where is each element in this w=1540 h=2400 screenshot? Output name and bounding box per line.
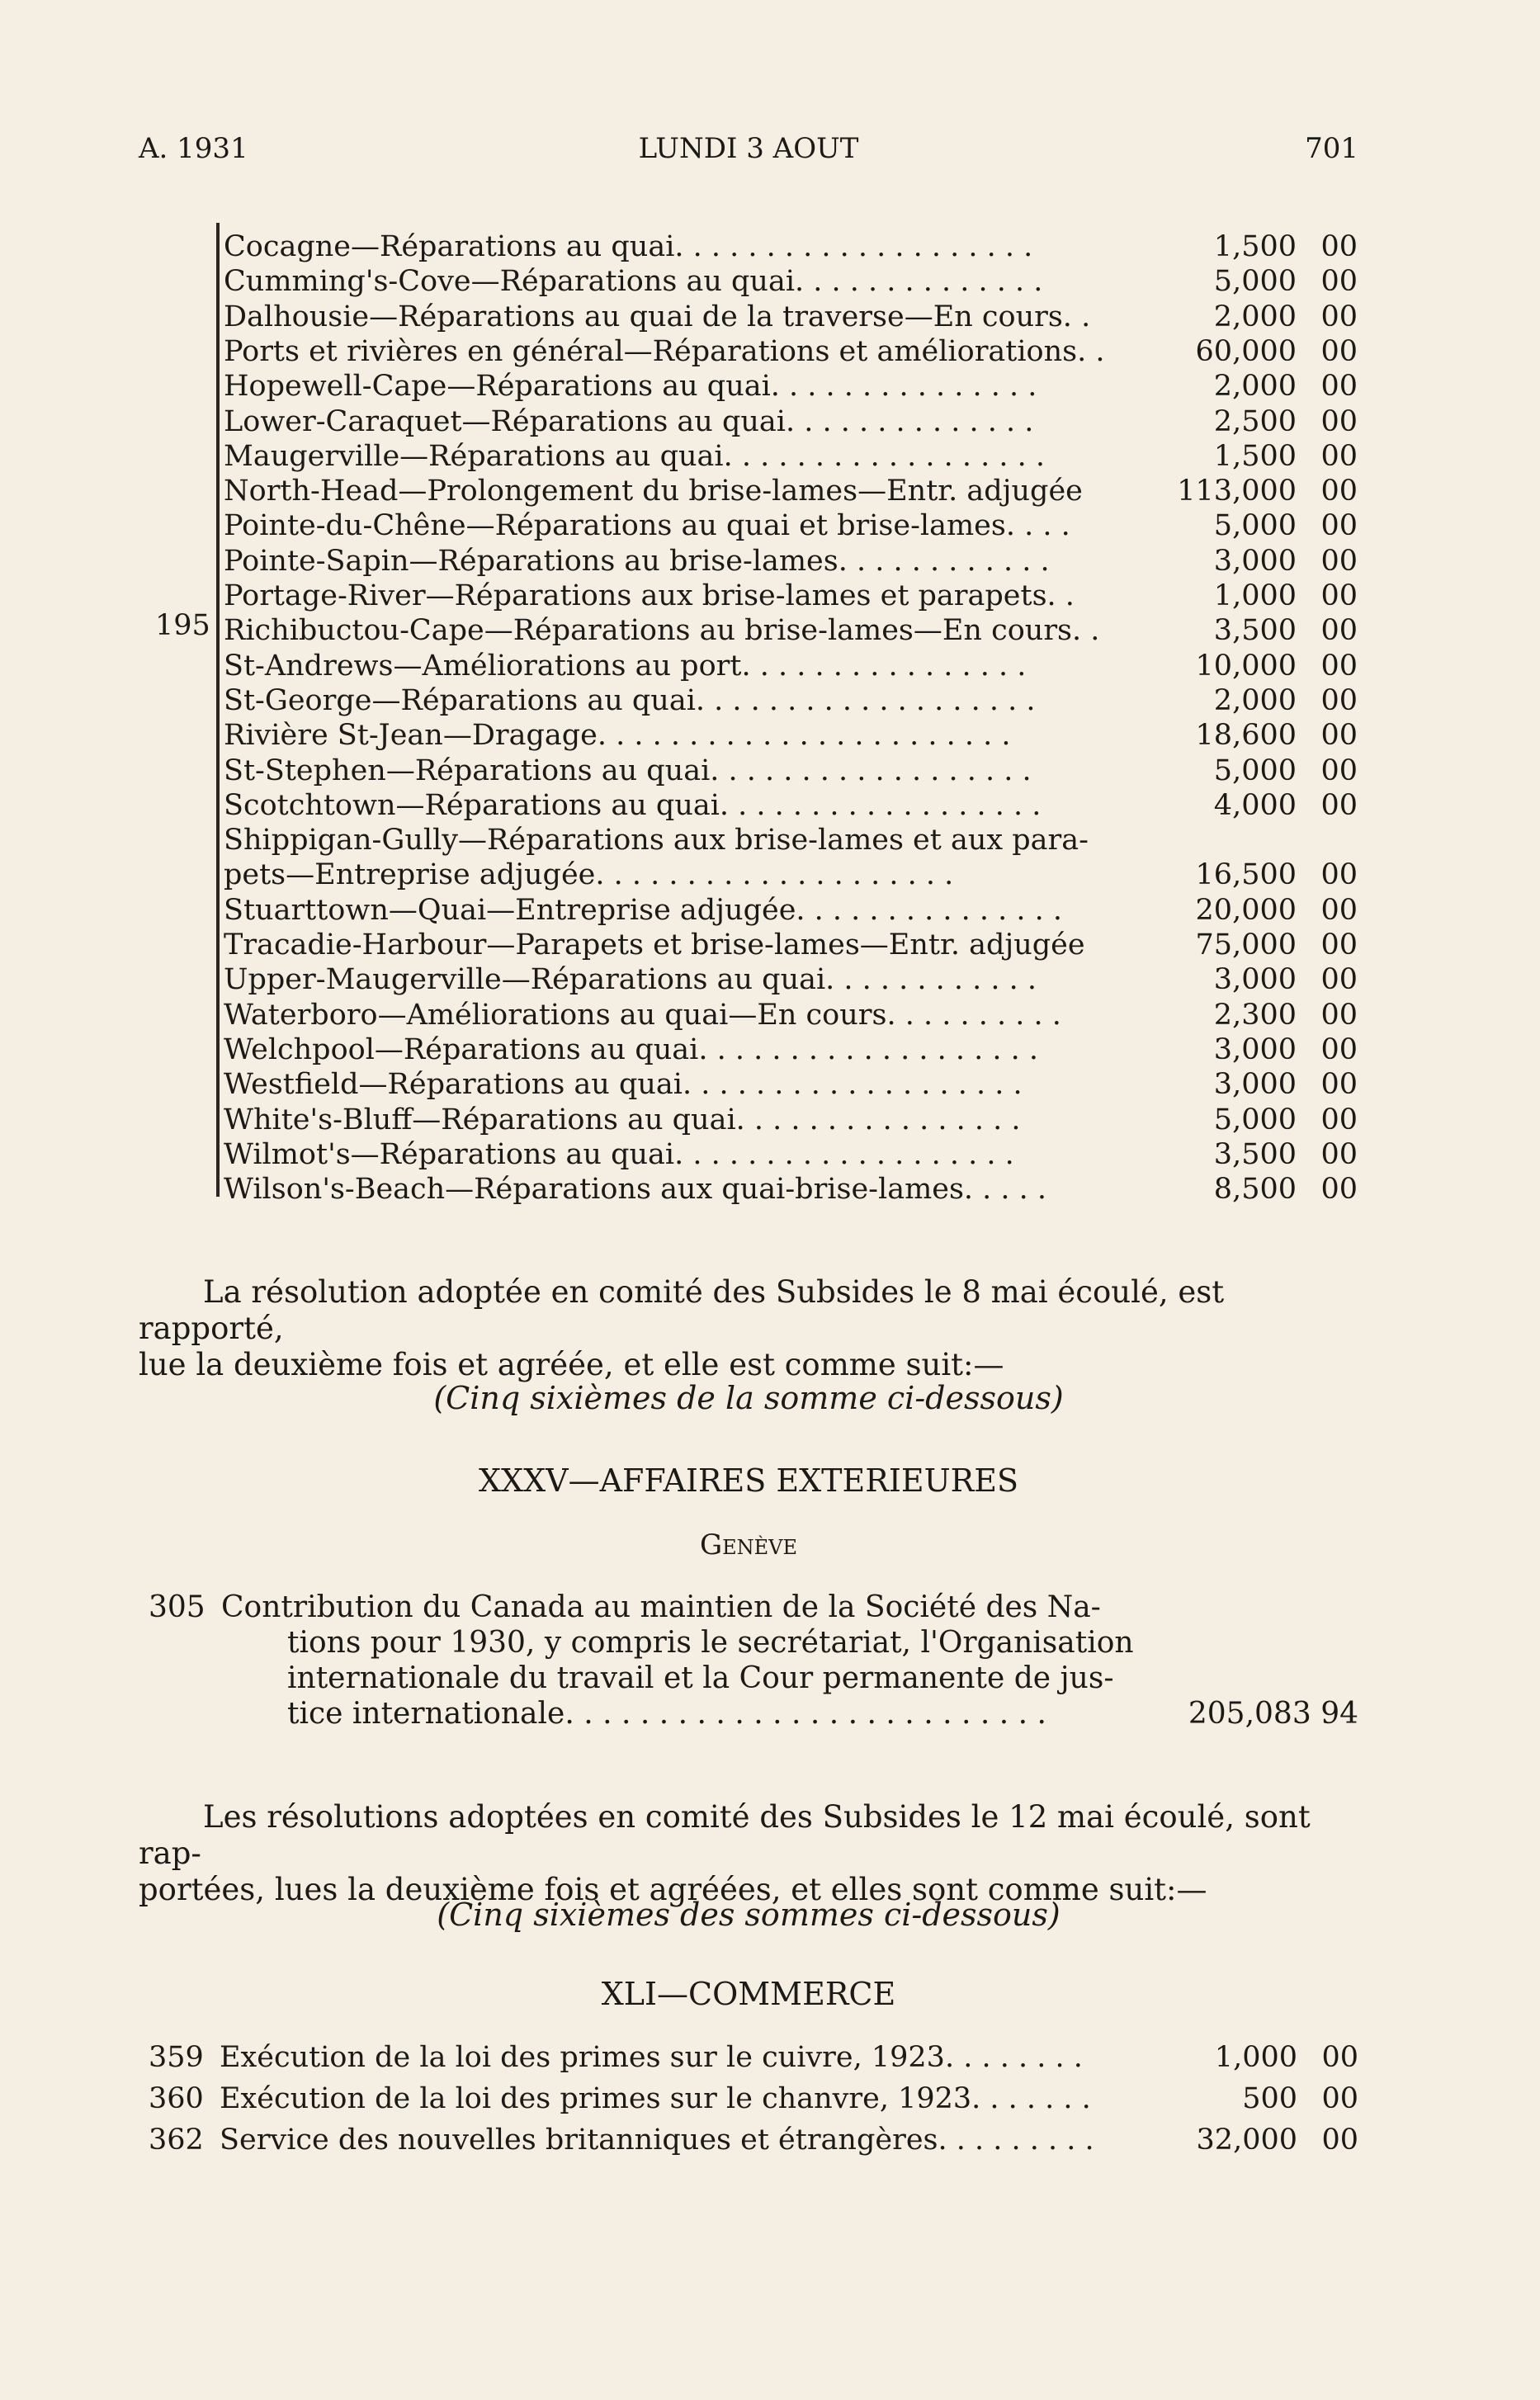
appropriation-row <box>219 649 1358 683</box>
item-description: Upper-Maugerville—Réparations au quai. . . . . . . . . . . . <box>224 963 1037 997</box>
appropriation-row <box>219 893 1358 928</box>
item-dollars: 4,000 <box>1213 788 1297 822</box>
commerce-row <box>149 2081 1358 2116</box>
item-cents: 00 <box>1320 300 1358 333</box>
item-description: Welchpool—Réparations au quai. . . . . . . . . . . . . . . . . . . <box>224 1032 1038 1066</box>
item-description: Wilson's-Beach—Réparations aux quai-brise-lames. . . . . <box>224 1173 1047 1207</box>
item-description: Cocagne—Réparations au quai. . . . . . . . . . . . . . . . . . . . <box>224 230 1033 263</box>
item-description: Shippigan-Gully—Réparations aux brise-lames et aux para- <box>224 824 1089 857</box>
vote-number: 362 <box>149 2124 204 2157</box>
paragraph-line: La résolution adoptée en comité des Subsides le 8 mai écoulé, est rapporté, <box>139 1274 1225 1346</box>
item-cents: 00 <box>1320 230 1358 263</box>
item-cents: 00 <box>1320 544 1358 578</box>
appropriation-row <box>219 334 1358 369</box>
item-description: Exécution de la loi des primes sur le cuivre, 1923. . . . . . . . <box>220 2041 1083 2074</box>
appropriation-row <box>219 613 1358 648</box>
vote-description <box>221 1590 1302 1731</box>
item-description: Maugerville—Réparations au quai. . . . . . . . . . . . . . . . . . <box>224 439 1045 473</box>
item-cents: 00 <box>1320 1173 1358 1207</box>
item-description: Scotchtown—Réparations au quai. . . . . . . . . . . . . . . . . . <box>224 788 1042 822</box>
appropriation-row <box>219 1032 1358 1067</box>
item-cents: 00 <box>1320 439 1358 473</box>
item-dollars: 2,000 <box>1213 683 1297 717</box>
item-description: Hopewell-Cape—Réparations au quai. . . . . . . . . . . . . . . <box>224 370 1037 404</box>
appropriation-row <box>219 474 1358 508</box>
commerce-row <box>149 2123 1358 2157</box>
item-cents: 00 <box>1320 893 1358 927</box>
item-dollars: 2,300 <box>1213 998 1297 1032</box>
item-cents: 00 <box>1320 928 1358 961</box>
appropriation-row <box>219 718 1358 753</box>
appropriation-row <box>219 1137 1358 1172</box>
description-line: Contribution du Canada au maintien de la Société des Na- <box>221 1590 1101 1624</box>
appropriation-row <box>219 264 1358 299</box>
item-dollars: 1,000 <box>1213 579 1297 612</box>
item-dollars: 5,000 <box>1213 754 1297 787</box>
appropriation-row <box>219 788 1358 823</box>
resolution-paragraph-2 <box>139 1799 1360 1908</box>
item-cents: 00 <box>1320 614 1358 648</box>
item-dollars: 16,500 <box>1195 858 1297 892</box>
item-dollars: 10,000 <box>1195 649 1297 683</box>
item-cents: 00 <box>1320 265 1358 299</box>
item-description: White's-Bluff—Réparations au quai. . . . . . . . . . . . . . . . <box>224 1103 1021 1136</box>
item-description: St-Andrews—Améliorations au port. . . . . . . . . . . . . . . . <box>224 649 1027 683</box>
proportion-note: (Cinq sixièmes des sommes ci-dessous) <box>437 1897 1061 1933</box>
item-cents: 00 <box>1320 998 1358 1032</box>
proportion-note: (Cinq sixièmes de la somme ci-dessous) <box>433 1380 1064 1416</box>
item-description: Lower-Caraquet—Réparations au quai. . . . . . . . . . . . . . <box>224 404 1034 438</box>
paragraph-line: portées, lues la deuxième fois et agréées, et elles sont comme suit:— <box>139 1872 1207 1907</box>
item-cents: 00 <box>1321 2041 1358 2074</box>
item-cents: 00 <box>1320 579 1358 612</box>
item-dollars: 2,500 <box>1213 404 1297 438</box>
vote-number: 359 <box>149 2041 204 2074</box>
item-description: Exécution de la loi des primes sur le chanvre, 1923. . . . . . . <box>220 2082 1091 2115</box>
item-cents: 00 <box>1320 858 1358 892</box>
item-dollars: 3,500 <box>1213 614 1297 648</box>
item-cents: 00 <box>1320 1032 1358 1066</box>
appropriation-row <box>219 404 1358 439</box>
item-description: Dalhousie—Réparations au quai de la traverse—En cours. . <box>224 300 1091 333</box>
vote-item-305 <box>149 1590 1358 1731</box>
item-cents: 00 <box>1320 475 1358 508</box>
appropriation-row <box>219 439 1358 474</box>
item-dollars: 500 <box>1242 2082 1297 2115</box>
item-dollars: 60,000 <box>1195 334 1297 368</box>
appropriation-row <box>219 508 1358 543</box>
item-cents: 00 <box>1320 370 1358 404</box>
item-cents: 00 <box>1320 1103 1358 1136</box>
item-cents: 00 <box>1321 2124 1358 2157</box>
description-line: tice internationale. . . . . . . . . . . . . . . . . . . . . . . . . . <box>287 1697 1046 1731</box>
item-description: Pointe-Sapin—Réparations au brise-lames. . . . . . . . . . . . <box>224 544 1050 578</box>
item-cents: 00 <box>1320 754 1358 787</box>
item-dollars: 3,000 <box>1213 963 1297 997</box>
subsection-heading: Genève <box>699 1528 798 1561</box>
item-dollars: 1,500 <box>1213 439 1297 473</box>
item-dollars: 1,500 <box>1213 230 1297 263</box>
item-description: Rivière St-Jean—Dragage. . . . . . . . . . . . . . . . . . . . . . . <box>224 719 1011 753</box>
item-cents: 00 <box>1320 963 1358 997</box>
appropriation-row <box>219 1067 1358 1102</box>
appropriation-row <box>219 369 1358 404</box>
header-date: LUNDI 3 AOUT <box>638 132 859 165</box>
item-description: Service des nouvelles britanniques et étrangères. . . . . . . . . <box>220 2124 1094 2157</box>
commerce-row <box>149 2040 1358 2075</box>
appropriation-row <box>219 857 1358 892</box>
item-description: Westfield—Réparations au quai. . . . . . . . . . . . . . . . . . . <box>224 1068 1023 1102</box>
vote-number: 360 <box>149 2082 204 2115</box>
vote-number: 195 <box>155 609 210 642</box>
item-description: Wilmot's—Réparations au quai. . . . . . . . . . . . . . . . . . . <box>224 1137 1014 1171</box>
appropriation-row <box>219 962 1358 997</box>
appropriation-row <box>219 544 1358 579</box>
item-dollars: 20,000 <box>1195 893 1297 927</box>
item-cents: 00 <box>1320 649 1358 683</box>
item-dollars: 5,000 <box>1213 265 1297 299</box>
item-dollars: 1,000 <box>1214 2041 1297 2074</box>
appropriation-row <box>219 1172 1358 1207</box>
item-dollars: 32,000 <box>1196 2124 1297 2157</box>
item-dollars: 3,000 <box>1213 1032 1297 1066</box>
paragraph-line: lue la deuxième fois et agréée, et elle est comme suit:— <box>139 1347 1004 1382</box>
item-dollars: 18,600 <box>1195 719 1297 753</box>
item-cents: 00 <box>1320 683 1358 717</box>
page-number: 701 <box>1305 132 1358 165</box>
appropriation-row <box>219 300 1358 334</box>
item-cents: 00 <box>1320 1068 1358 1102</box>
item-dollars: 3,000 <box>1213 544 1297 578</box>
item-description: St-George—Réparations au quai. . . . . . . . . . . . . . . . . . . <box>224 683 1036 717</box>
resolution-paragraph-1 <box>139 1274 1360 1383</box>
item-description: Portage-River—Réparations aux brise-lames et parapets. . <box>224 579 1075 612</box>
appropriation-row <box>219 229 1358 264</box>
item-cents: 00 <box>1320 334 1358 368</box>
item-description: Ports et rivières en général—Réparations et améliorations. . <box>224 334 1105 368</box>
description-line: internationale du travail et la Cour permanente de jus- <box>287 1661 1114 1695</box>
item-dollars: 5,000 <box>1213 1103 1297 1136</box>
page-header <box>139 132 1358 173</box>
item-description: Pointe-du-Chêne—Réparations au quai et brise-lames. . . . <box>224 509 1070 543</box>
item-dollars: 8,500 <box>1213 1173 1297 1207</box>
item-description: St-Stephen—Réparations au quai. . . . . . . . . . . . . . . . . . <box>224 754 1032 787</box>
item-dollars: 2,000 <box>1213 300 1297 333</box>
item-dollars: 3,000 <box>1213 1068 1297 1102</box>
item-cents: 00 <box>1321 2082 1358 2115</box>
item-cents: 00 <box>1320 509 1358 543</box>
item-description: North-Head—Prolongement du brise-lames—Entr. adjugée <box>224 475 1083 508</box>
appropriation-row <box>219 998 1358 1032</box>
description-line: tions pour 1930, y compris le secrétariat, l'Organisation <box>287 1626 1134 1660</box>
appropriation-row <box>219 1103 1358 1137</box>
vote-amount: 205,083 94 <box>1188 1697 1358 1731</box>
item-description: Richibuctou-Cape—Réparations au brise-lames—En cours. . <box>224 614 1100 648</box>
appropriation-row <box>219 754 1358 788</box>
item-dollars: 113,000 <box>1177 475 1297 508</box>
appropriation-row <box>219 823 1358 857</box>
item-dollars: 5,000 <box>1213 509 1297 543</box>
item-cents: 00 <box>1320 788 1358 822</box>
appropriation-row <box>219 928 1358 962</box>
item-description: Cumming's-Cove—Réparations au quai. . . . . . . . . . . . . . <box>224 265 1043 299</box>
item-description: Stuarttown—Quai—Entreprise adjugée. . . . . . . . . . . . . . . <box>224 893 1063 927</box>
item-cents: 00 <box>1320 1137 1358 1171</box>
vote-number: 305 <box>149 1590 205 1624</box>
item-dollars: 2,000 <box>1213 370 1297 404</box>
paragraph-line: Les résolutions adoptées en comité des Subsides le 12 mai écoulé, sont rap- <box>139 1799 1311 1871</box>
appropriation-row <box>219 683 1358 718</box>
item-description: Waterboro—Améliorations au quai—En cours. . . . . . . . . . <box>224 998 1061 1032</box>
header-year: A. 1931 <box>139 132 248 165</box>
item-description: pets—Entreprise adjugée. . . . . . . . . . . . . . . . . . . . <box>224 858 954 892</box>
appropriation-row <box>219 579 1358 613</box>
item-cents: 00 <box>1320 404 1358 438</box>
item-cents: 00 <box>1320 719 1358 753</box>
item-dollars: 75,000 <box>1195 928 1297 961</box>
section-heading: XXXV—AFFAIRES EXTERIEURES <box>478 1462 1019 1499</box>
item-description: Tracadie-Harbour—Parapets et brise-lames—Entr. adjugée <box>224 928 1085 961</box>
section-heading: XLI—COMMERCE <box>601 1976 896 2012</box>
item-dollars: 3,500 <box>1213 1137 1297 1171</box>
